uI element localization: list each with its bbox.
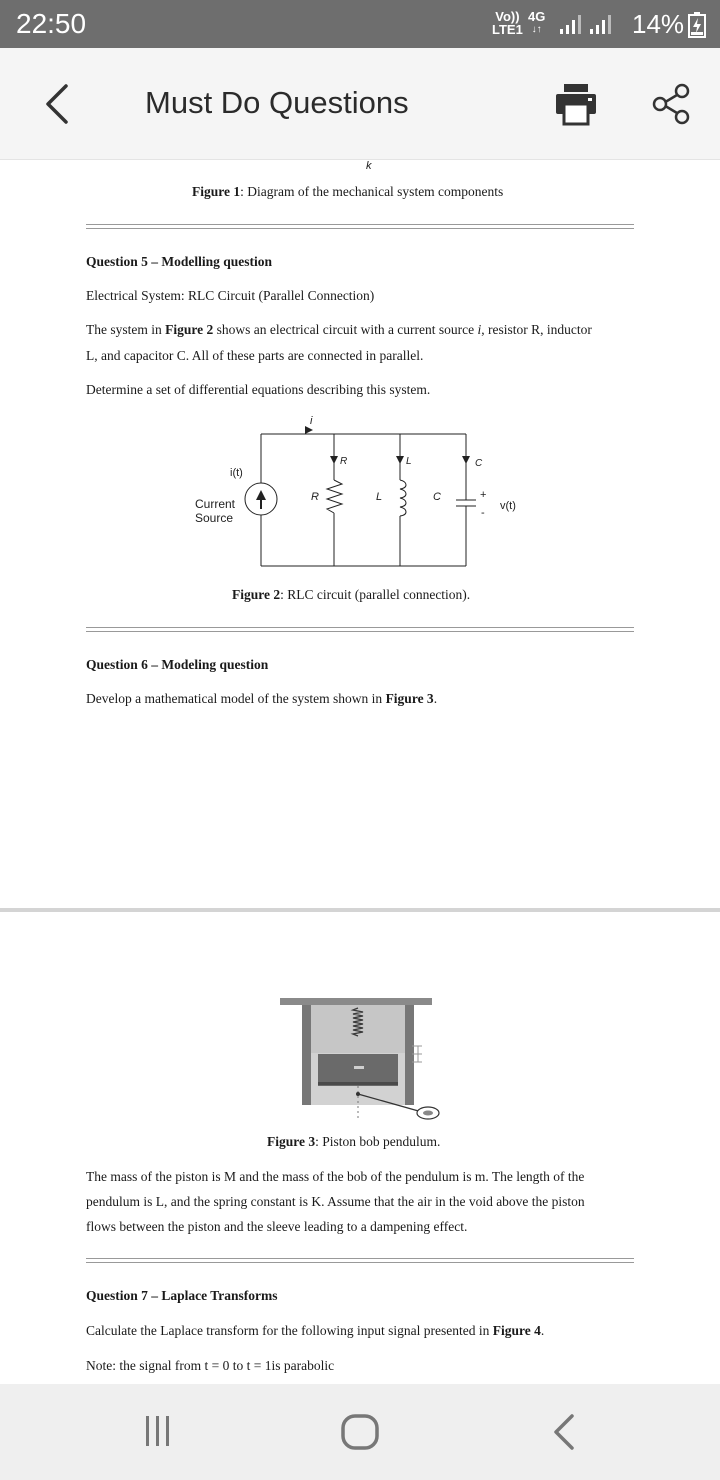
nav-back-button[interactable]: [546, 1412, 582, 1457]
current-source-it-label: i(t): [230, 467, 243, 479]
current-i-label: i: [310, 416, 313, 427]
plus-sign: +: [480, 489, 487, 501]
q6-heading: Question 6 – Modeling question: [86, 657, 269, 672]
q5-heading: Question 5 – Modelling question: [86, 254, 273, 269]
figure3-paragraph-line1: The mass of the piston is M and the mass of the bob of the pendulum is m. The length of the: [86, 1169, 585, 1184]
recents-button[interactable]: [138, 1412, 178, 1457]
page-title: Must Do Questions: [145, 85, 409, 120]
data-type-label: 4G: [528, 9, 546, 24]
rlc-circuit-diagram: [190, 416, 530, 580]
recents-icon: [138, 1412, 178, 1452]
page-break: [0, 908, 720, 912]
system-nav-bar: [0, 1384, 720, 1480]
current-source-label-1: Current: [195, 497, 236, 511]
separator: [86, 627, 634, 632]
home-icon: [336, 1412, 384, 1452]
print-button[interactable]: [552, 80, 600, 128]
battery-percent: 14%: [632, 9, 685, 39]
figure3-paragraph-line3: flows between the piston and the sleeve leading to a dampening effect.: [86, 1219, 468, 1234]
status-time: 22:50: [16, 8, 87, 39]
q5-task: Determine a set of differential equations describing this system.: [86, 382, 431, 397]
chevron-left-icon: [30, 78, 82, 130]
app-bar: [0, 48, 720, 160]
share-button[interactable]: [648, 80, 696, 128]
status-bar: [0, 0, 720, 48]
q5-paragraph-line2: L, and capacitor C. All of these parts are connected in parallel.: [86, 348, 424, 363]
resistor-label: R: [311, 491, 319, 503]
figure1-k-label: k: [366, 160, 372, 172]
data-indicator: [528, 10, 545, 36]
minus-sign: -: [481, 507, 485, 519]
document-viewer[interactable]: [0, 160, 720, 1384]
figure2-caption: Figure 2: RLC circuit (parallel connection).: [232, 587, 471, 602]
inductor-label: L: [376, 491, 383, 503]
inductor-current-label: L: [406, 456, 412, 467]
q7-note: Note: the signal from t = 0 to t = 1is parabolic: [86, 1358, 335, 1373]
voltage-vt-label: v(t): [500, 500, 516, 512]
data-arrows-icon: ↓↑: [531, 24, 542, 35]
figure1-caption: Figure 1: Diagram of the mechanical system components: [192, 184, 504, 199]
capacitor-label: C: [433, 491, 441, 503]
home-button[interactable]: [336, 1412, 384, 1457]
back-button[interactable]: [30, 78, 82, 130]
figure3-paragraph-line2: pendulum is L, and the spring constant is K. Assume that the air in the void above the piston: [86, 1194, 585, 1209]
q6-text: Develop a mathematical model of the system shown in Figure 3.: [86, 691, 438, 706]
back-arrow-icon: [546, 1412, 582, 1452]
battery-charging-icon: [688, 12, 706, 38]
resistor-current-label: R: [340, 456, 348, 467]
separator: [86, 1258, 634, 1263]
current-source-label-2: Source: [195, 511, 234, 525]
share-icon: [648, 80, 696, 128]
separator: [86, 224, 634, 229]
piston-pendulum-figure: [276, 994, 448, 1120]
figure3-caption: Figure 3: Piston bob pendulum.: [267, 1134, 441, 1149]
q5-subtitle: Electrical System: RLC Circuit (Parallel Connection): [86, 288, 375, 303]
volte-label: Vo)): [495, 9, 520, 24]
signal-icon: [558, 14, 616, 36]
q5-paragraph-line1: The system in Figure 2 shows an electrical circuit with a current source i, resistor R, inductor: [86, 322, 592, 337]
volte-indicator: [492, 10, 523, 36]
capacitor-current-label: C: [475, 458, 483, 469]
printer-icon: [552, 80, 600, 128]
q7-heading: Question 7 – Laplace Transforms: [86, 1288, 278, 1303]
q7-text: Calculate the Laplace transform for the following input signal presented in Figure 4.: [86, 1323, 545, 1338]
lte-label: LTE1: [492, 22, 523, 37]
